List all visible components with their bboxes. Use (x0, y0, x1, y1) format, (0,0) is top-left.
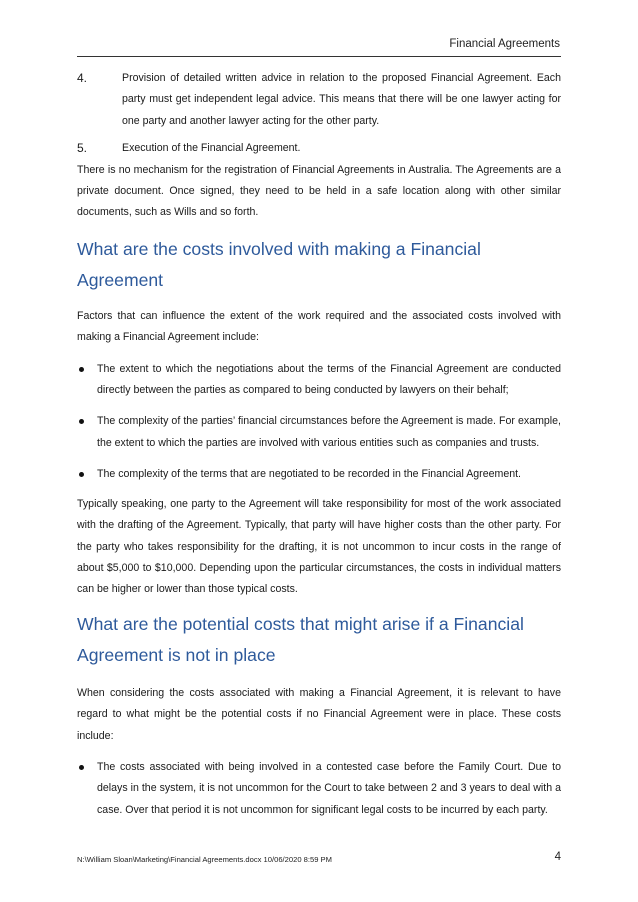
section-heading-potential-costs: What are the potential costs that might arise if a Financial Agreement is not in place (77, 613, 524, 665)
item-number: 5. (77, 141, 88, 156)
bullet-icon (79, 367, 84, 372)
list-item: The extent to which the negotiations about the terms of the Financial Agreement are conducted directly between the parties as compared to being conducted by lawyers on their behalf; (77, 359, 561, 402)
item-number: 4. (77, 71, 88, 85)
section-heading-costs: What are the costs involved with making a Financial Agreement (77, 238, 481, 290)
potential-costs-intro-paragraph: When considering the costs associated with making a Financial Agreement, it is relevant to have regard to what might be the potential costs if no Financial Agreement were in place. These costs include: (77, 686, 561, 742)
header-divider (77, 56, 561, 57)
bullet-icon (79, 472, 84, 477)
footer-file-path: N:\William Sloan\Marketing\Financial Agreements.docx 10/06/2020 8:59 PM (77, 855, 332, 864)
numbered-item-5 (77, 138, 561, 159)
bullet-icon (79, 419, 84, 424)
list-item: The complexity of the terms that are negotiated to be recorded in the Financial Agreement. (77, 464, 561, 485)
registration-paragraph: There is no mechanism for the registration of Financial Agreements in Australia. The Agreements are a private document. Once signed, they need to be held in a safe location along with other similar documents, such as Wills and so forth. (77, 163, 561, 219)
costs-factor-list (77, 359, 561, 486)
bullet-icon (79, 765, 84, 770)
running-header-title: Financial Agreements (449, 38, 560, 50)
item-text: Execution of the Financial Agreement. (122, 142, 301, 155)
costs-intro-paragraph: Factors that can influence the extent of the work required and the associated costs involved with making a Financial Agreement include: (77, 309, 561, 344)
costs-closing-paragraph: Typically speaking, one party to the Agreement will take responsibility for most of the work associated with the drafting of the Agreement. Typically, that party will have higher costs than the other party. For the party who takes responsibility for the drafting, it is not uncommon to incur costs in the range of about $5,000 to $10,000. Depending upon the particular circumstances, the costs in individual matters can be higher or lower than those typical costs. (77, 497, 561, 596)
item-text: Provision of detailed written advice in relation to the proposed Financial Agreement. Each party must get independent legal advice. This means that there will be one lawyer acting for one party and another lawyer acting for the other party. (122, 72, 561, 127)
numbered-item-4 (77, 68, 561, 132)
footer-page-number: 4 (554, 851, 561, 863)
list-item: The costs associated with being involved in a contested case before the Family Court. Due to delays in the system, it is not uncommon for the Court to take between 2 and 3 years to deal with a case. Over that period it is not uncommon for significant legal costs to be incurred by each party. (77, 757, 561, 821)
potential-costs-list (77, 757, 561, 821)
list-item: The complexity of the parties’ financial circumstances before the Agreement is made. For example, the extent to which the parties are involved with various entities such as companies and trusts. (77, 411, 561, 454)
page-body (77, 68, 561, 821)
